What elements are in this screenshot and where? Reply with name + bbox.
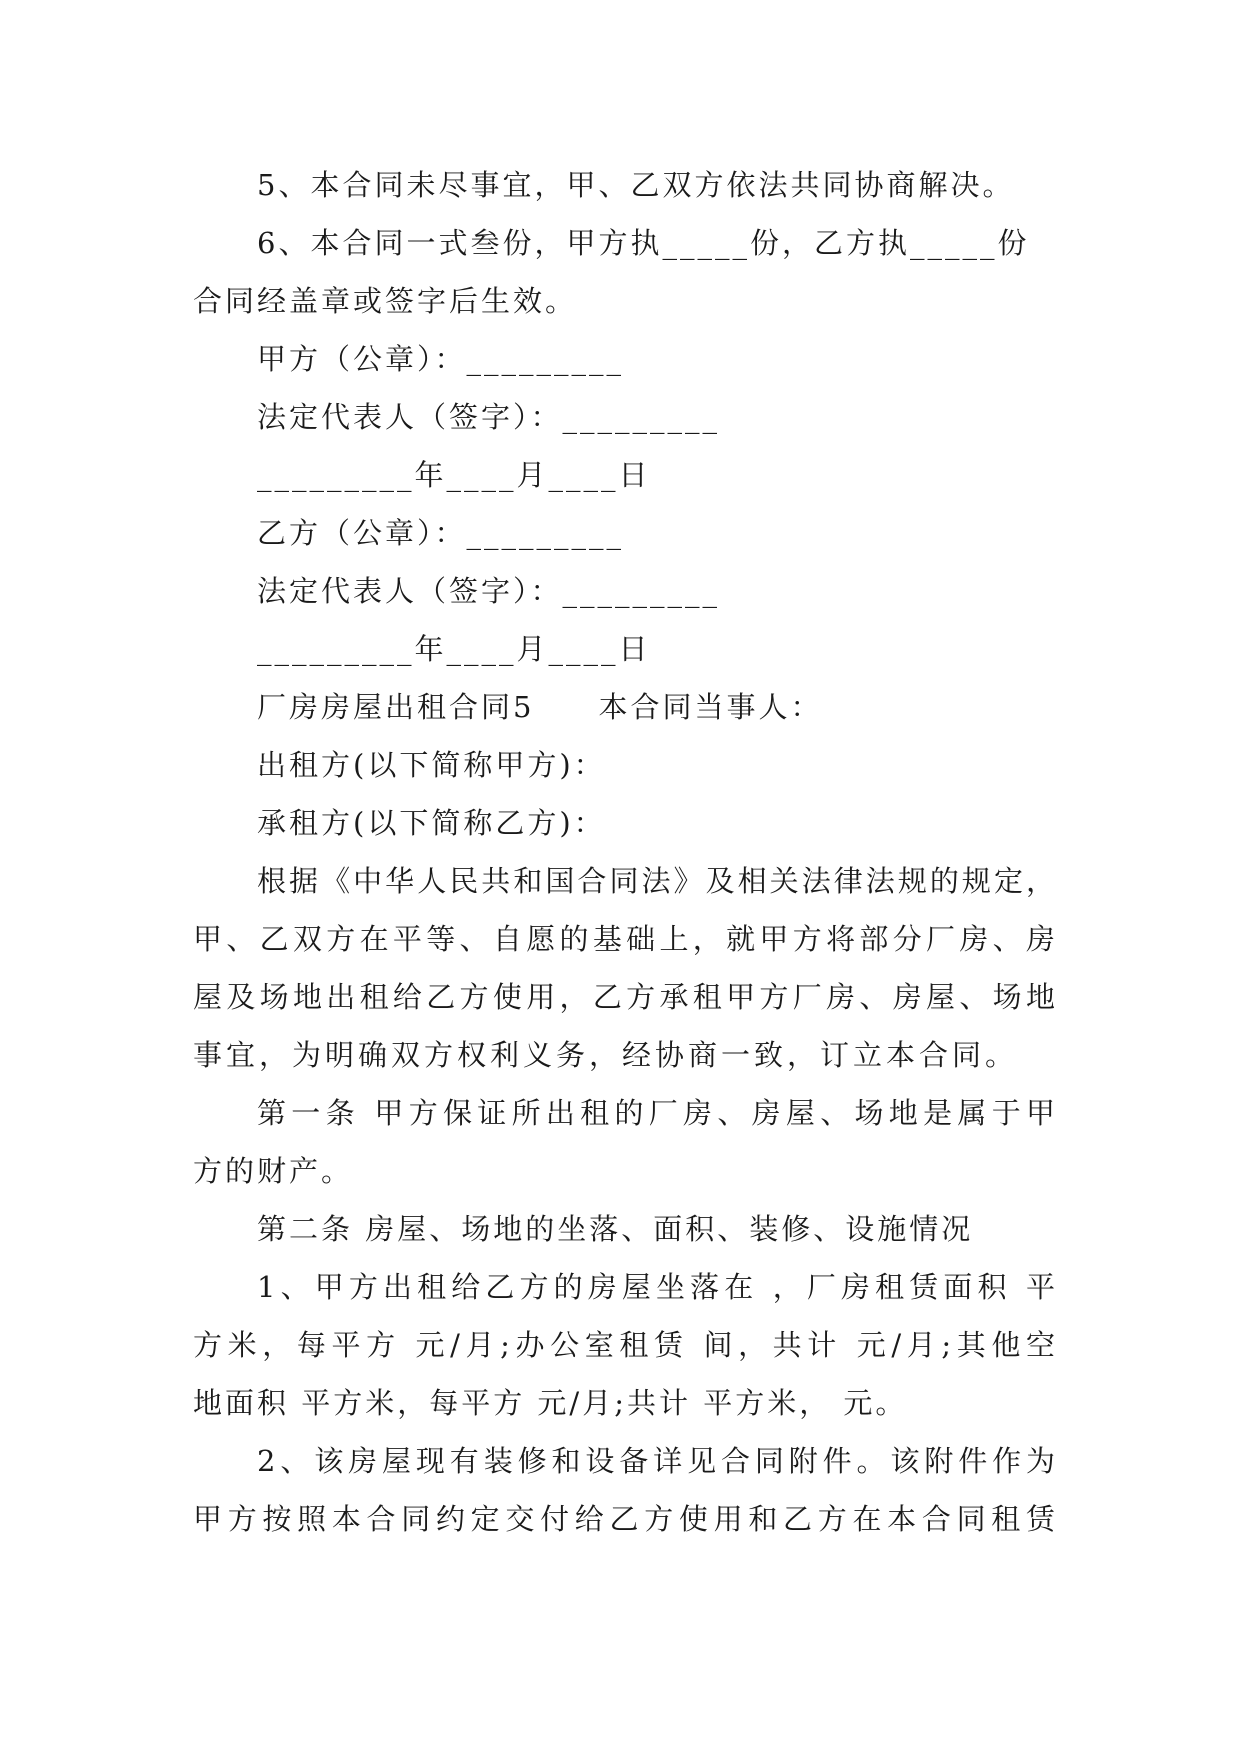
party-a-date-line: _________年____月____日 bbox=[257, 458, 651, 492]
party-b-representative-line: 法定代表人（签字）：_________ bbox=[257, 574, 721, 608]
lessor-line: 出租方(以下简称甲方)： bbox=[257, 748, 606, 782]
preamble-line-1: 根据《中华人民共和国合同法》及相关法律法规的规定， bbox=[257, 864, 1055, 898]
party-a-seal-line: 甲方（公章）：_________ bbox=[257, 342, 625, 376]
article-1-line-1: 第一条 甲方保证所出租的厂房、房屋、场地是属于甲 bbox=[257, 1096, 1055, 1130]
article-2-item-1-line-2: 方米，每平方 元/月;办公室租赁 间，共计 元/月;其他空 bbox=[193, 1328, 1055, 1362]
party-a-representative-line: 法定代表人（签字）：_________ bbox=[257, 400, 721, 434]
clause-5-text: 5、本合同未尽事宜，甲、乙双方依法共同协商解决。 bbox=[257, 168, 1015, 202]
article-2-heading: 第二条 房屋、场地的坐落、面积、装修、设施情况 bbox=[257, 1212, 974, 1246]
clause-6-continuation: 合同经盖章或签字后生效。 bbox=[193, 284, 578, 318]
contract-5-heading: 厂房房屋出租合同5 本合同当事人： bbox=[257, 690, 823, 724]
preamble-line-2: 甲、乙双方在平等、自愿的基础上，就甲方将部分厂房、房 bbox=[193, 922, 1055, 956]
preamble-line-4: 事宜，为明确双方权利义务，经协商一致，订立本合同。 bbox=[193, 1038, 1019, 1072]
clause-6-text: 6、本合同一式叁份，甲方执_____份，乙方执_____份 bbox=[257, 226, 1030, 260]
preamble-line-3: 屋及场地出租给乙方使用，乙方承租甲方厂房、房屋、场地 bbox=[193, 980, 1055, 1014]
article-2-item-1-line-3: 地面积 平方米，每平方 元/月;共计 平方米， 元。 bbox=[193, 1386, 908, 1420]
party-b-date-line: _________年____月____日 bbox=[257, 632, 651, 666]
lessee-line: 承租方(以下简称乙方)： bbox=[257, 806, 606, 840]
article-2-item-1-line-1: 1、甲方出租给乙方的房屋坐落在 ，厂房租赁面积 平 bbox=[257, 1270, 1055, 1304]
article-1-line-2: 方的财产。 bbox=[193, 1154, 354, 1188]
party-b-seal-line: 乙方（公章）：_________ bbox=[257, 516, 625, 550]
article-2-item-2-line-2: 甲方按照本合同约定交付给乙方使用和乙方在本合同租赁 bbox=[193, 1502, 1055, 1536]
article-2-item-2-line-1: 2、该房屋现有装修和设备详见合同附件。该附件作为 bbox=[257, 1444, 1055, 1478]
